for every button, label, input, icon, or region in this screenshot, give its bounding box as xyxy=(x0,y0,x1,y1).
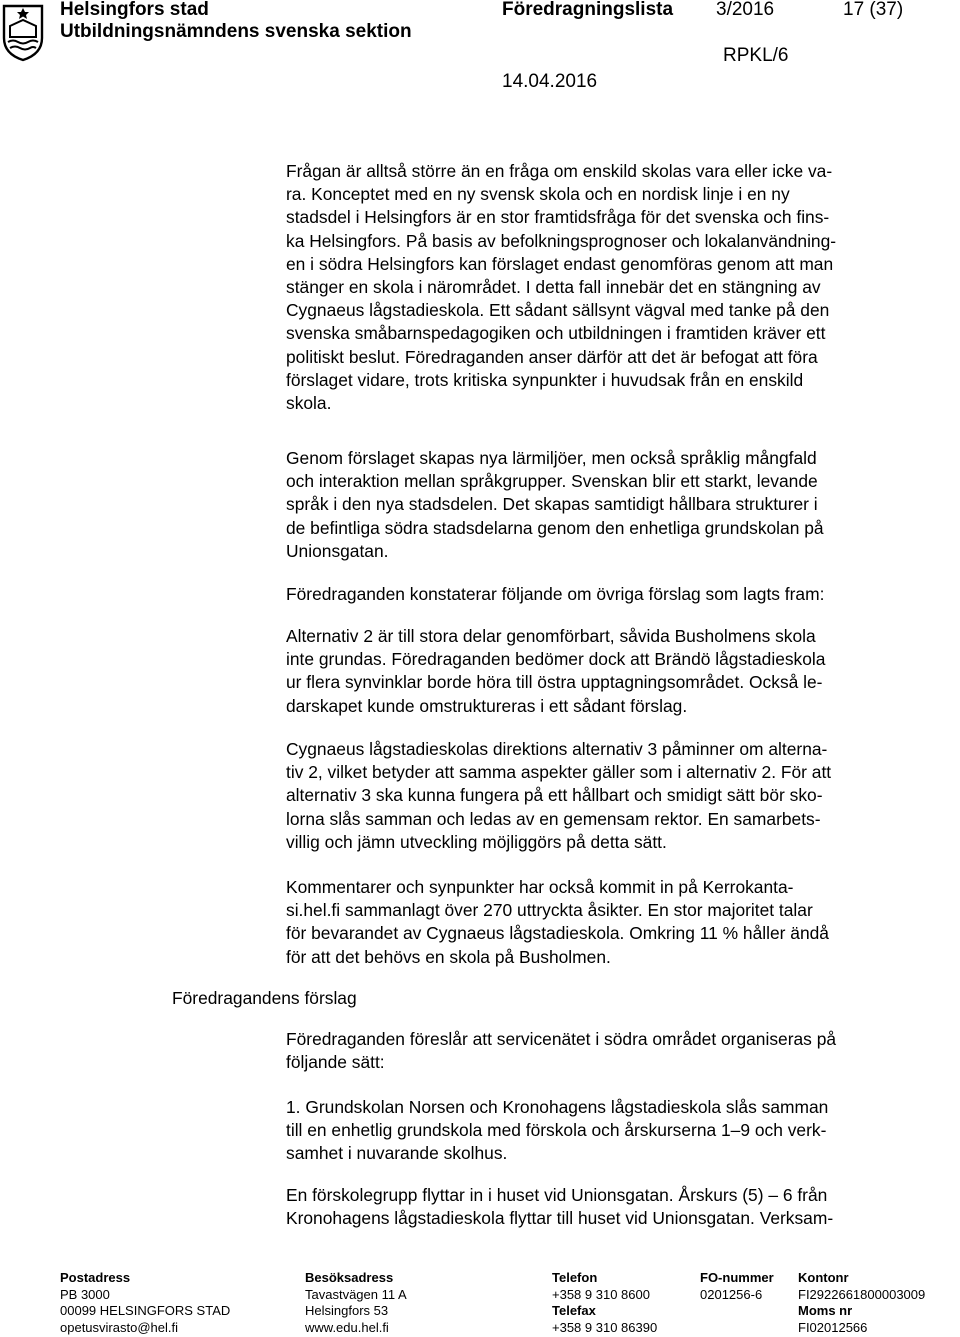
text-line: Genom förslaget skapas nya lärmiljöer, men också språklig mångfald xyxy=(286,448,817,468)
footer-line: +358 9 310 8600 xyxy=(552,1286,650,1302)
paragraph-5 xyxy=(286,738,946,854)
footer-business-id xyxy=(700,1270,774,1303)
section-name: Utbildningsnämndens svenska sektion xyxy=(60,21,412,42)
footer-heading: FO-nummer xyxy=(700,1270,774,1285)
meeting-date: 14.04.2016 xyxy=(502,71,598,92)
text-line: och interaktion mellan språkgrupper. Svenskan blir ett starkt, levande xyxy=(286,471,818,492)
footer-visit-address xyxy=(305,1270,407,1336)
text-line: stadsdel i Helsingfors är en stor framtidsfråga för det svenska och fins- xyxy=(286,207,830,228)
footer-heading: Telefax xyxy=(552,1303,596,1318)
text-line: darskapet kunde omstruktureras i ett sådant förslag. xyxy=(286,695,688,716)
footer-line: PB 3000 xyxy=(60,1286,110,1302)
text-line: alternativ 3 ska kunna fungera på ett hållbart och smidigt sätt bör sko- xyxy=(286,785,823,806)
footer-heading: Kontonr xyxy=(798,1270,849,1285)
paragraph-2 xyxy=(286,447,946,563)
footer-line: +358 9 310 86390 xyxy=(552,1319,658,1335)
text-line: till en enhetlig grundskola med förskola och årskurserna 1–9 och verk- xyxy=(286,1120,827,1141)
item-code: RPKL/6 xyxy=(723,45,789,66)
text-line: de befintliga södra stadsdelarna genom den enhetliga grundskolan på xyxy=(286,517,824,538)
text-line: politiskt beslut. Föredraganden anser därför att det är befogat att föra xyxy=(286,346,818,367)
footer-line: FI2922661800003009 xyxy=(798,1286,926,1302)
text-line: stänger en skola i närområdet. I detta fall innebär det en stängning av xyxy=(286,276,821,297)
footer-email-link[interactable]: opetusvirasto@hel.fi xyxy=(60,1319,178,1335)
text-line: Kommentarer och synpunkter har också kommit in på Kerrokanta- xyxy=(286,877,794,897)
text-line: Föredraganden föreslår att servicenätet i södra området organiseras på xyxy=(286,1029,837,1049)
text-line: för att det behövs en skola på Busholmen. xyxy=(286,946,611,967)
footer-phone xyxy=(552,1270,657,1336)
footer-heading: Telefon xyxy=(552,1270,598,1285)
text-line: inte grundas. Föredraganden bedömer dock att Brändö lågstadieskola xyxy=(286,649,826,670)
footer-line: FI02012566 xyxy=(798,1319,868,1335)
text-line: ra. Konceptet med en ny svensk skola och en nordisk linje i en ny xyxy=(286,184,790,205)
text-line: Kronohagens lågstadieskola flyttar till huset vid Unionsgatan. Verksam- xyxy=(286,1208,834,1229)
paragraph-9 xyxy=(286,1184,946,1230)
text-line: En förskolegrupp flyttar in i huset vid Unionsgatan. Årskurs (5) – 6 från xyxy=(286,1185,828,1205)
text-line: ur flera synvinklar borde höra till östra upptagningsområdet. Också le- xyxy=(286,672,823,693)
text-line: lorna slås samman och ledas av en gemensam rektor. En samarbets- xyxy=(286,808,821,829)
paragraph-8 xyxy=(286,1096,946,1166)
footer-postal-address xyxy=(60,1270,230,1336)
text-line: samhet i nuvarande skolhus. xyxy=(286,1143,508,1164)
footer-heading: Postadress xyxy=(60,1270,131,1285)
footer-line: Helsingfors 53 xyxy=(305,1303,389,1318)
footer-line: 00099 HELSINGFORS STAD xyxy=(60,1303,231,1318)
footer-account xyxy=(798,1270,925,1336)
paragraph-1 xyxy=(286,160,946,415)
text-line: Föredraganden konstaterar följande om övriga förslag som lagts fram: xyxy=(286,584,825,604)
page-number: 17 (37) xyxy=(843,0,904,20)
text-line: Alternativ 2 är till stora delar genomförbart, såvida Busholmens skola xyxy=(286,626,816,646)
text-line: skola. xyxy=(286,392,332,413)
text-line: språk i den nya stadsdelen. Det skapas samtidigt hållbara strukturer i xyxy=(286,494,818,515)
org-name: Helsingfors stad xyxy=(60,0,209,20)
text-line: Cygnaeus lågstadieskola. Ett sådant sällsynt vägval med tanke på den xyxy=(286,300,830,321)
footer-heading: Moms nr xyxy=(798,1303,853,1318)
helsinki-crest-logo xyxy=(2,4,44,62)
text-line: för bevarandet av Cygnaeus lågstadieskola. Omkring 11 % håller ändå xyxy=(286,923,829,944)
footer-line: Tavastvägen 11 A xyxy=(305,1286,407,1302)
proposal-label: Föredragandens förslag xyxy=(172,988,357,1008)
paragraph-3 xyxy=(286,583,946,606)
paragraph-6 xyxy=(286,876,946,969)
footer-website-link[interactable]: www.edu.hel.fi xyxy=(305,1319,389,1335)
paragraph-7 xyxy=(286,1028,946,1074)
text-line: ka Helsingfors. På basis av befolkningsprognoser och lokalanvändning- xyxy=(286,230,837,251)
list-number: 3/2016 xyxy=(716,0,775,20)
text-line: tiv 2, vilket betyder att samma aspekter gäller som i alternativ 2. För att xyxy=(286,762,832,783)
text-line: Frågan är alltså större än en fråga om enskild skolas vara eller icke va- xyxy=(286,161,833,181)
paragraph-4 xyxy=(286,625,946,718)
text-line: Unionsgatan. xyxy=(286,540,389,561)
text-line: villig och jämn utveckling möjliggörs på detta sätt. xyxy=(286,831,667,852)
text-line: följande sätt: xyxy=(286,1052,385,1073)
list-title: Föredragningslista xyxy=(502,0,674,20)
text-line: förslaget vidare, trots kritiska synpunkter i huvudsak från en enskild xyxy=(286,369,804,390)
text-line: en i södra Helsingfors kan förslaget endast genomföras genom att man xyxy=(286,253,834,274)
footer-line: 0201256-6 xyxy=(700,1286,763,1302)
footer-heading: Besöksadress xyxy=(305,1270,394,1285)
text-line: svenska småbarnspedagogiken och utbildningen i framtiden kräver ett xyxy=(286,323,826,344)
text-line: si.hel.fi sammanlagt över 270 uttryckta åsikter. En stor majoritet talar xyxy=(286,900,813,921)
text-line: Cygnaeus lågstadieskolas direktions alternativ 3 påminner om alterna- xyxy=(286,739,828,759)
text-line: 1. Grundskolan Norsen och Kronohagens lågstadieskola slås samman xyxy=(286,1097,829,1117)
